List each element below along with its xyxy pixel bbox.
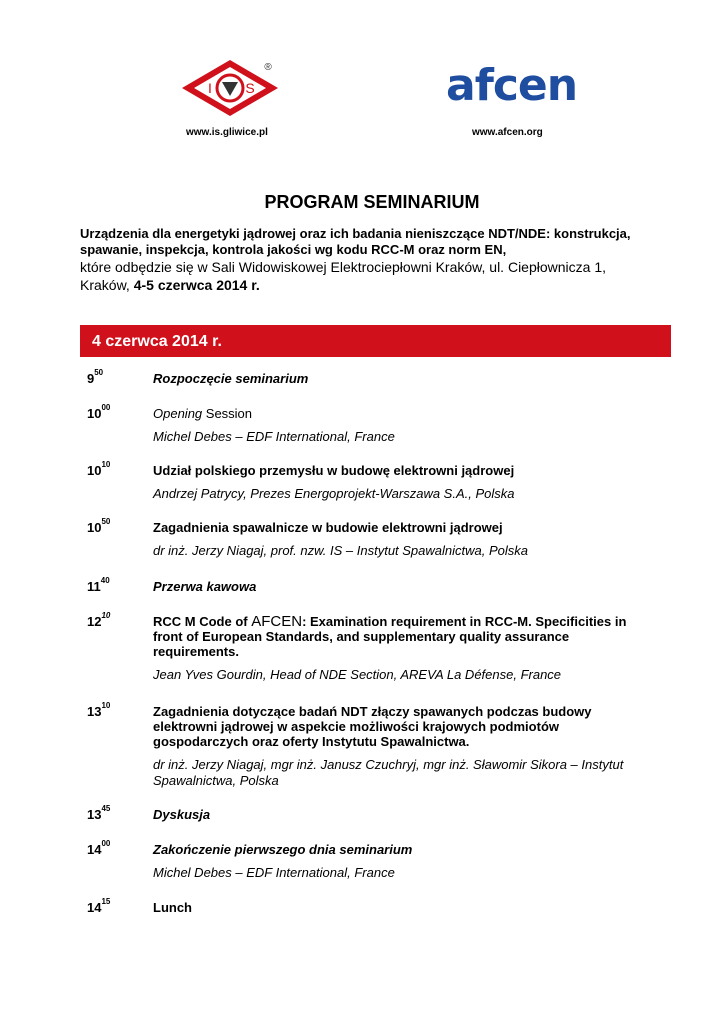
is-logo-letter-s: S [245,80,255,96]
agenda-time: $13^{45}$ [87,804,111,822]
seminar-intro [80,226,680,294]
intro-venue: które odbędzie się w Sali Widowiskowej Elektrociepłowni Kraków, ul. Ciepłownicza 1, [80,259,607,275]
agenda-time: $13^{10}$ [87,701,111,719]
agenda-time: $9^{50}$ [87,368,104,386]
agenda-topic: Lunch [153,900,192,915]
day-banner: 4 czerwca 2014 r. [80,325,671,357]
agenda-time: $10^{00}$ [87,403,111,421]
agenda-topic: Rozpoczęcie seminarium [153,371,309,386]
agenda-topic: Zakończenie pierwszego dnia seminarium [153,842,413,857]
agenda-time: $14^{00}$ [87,839,111,857]
agenda-time: $10^{50}$ [87,517,111,535]
agenda-time: $11^{40}$ [87,576,110,594]
intro-city: Kraków, [80,277,134,293]
agenda-speaker: Michel Debes – EDF International, France [153,865,395,880]
afcen-website-link[interactable]: www.afcen.org [472,127,543,138]
registered-mark: ® [264,62,272,73]
agenda-topic: Dyskusja [153,807,211,822]
agenda-topic: RCC M Code of AFCEN: Examination requirement in RCC-M. Specificities in front of European Standards, and supplementary quality assurance requirements. [153,613,627,659]
page-title: PROGRAM SEMINARIUM [264,192,480,212]
agenda-speaker: Michel Debes – EDF International, France [153,429,395,444]
is-website-link[interactable]: www.is.gliwice.pl [186,127,268,138]
agenda-speaker: Jean Yves Gourdin, Head of NDE Section, AREVA La Défense, France [153,667,562,682]
intro-date-line [80,276,680,294]
afcen-logo: afcen [446,60,578,111]
agenda-speaker: dr inż. Jerzy Niagaj, prof. nzw. IS – Instytut Spawalnictwa, Polska [153,543,528,558]
agenda-time: $10^{10}$ [87,460,111,478]
intro-dates: 4-5 czerwca 2014 r. [133,277,260,293]
agenda-topic: Udział polskiego przemysłu w budowę elektrowni jądrowej [153,463,515,478]
agenda-speaker: Andrzej Patrycy, Prezes Energoprojekt-Warszawa S.A., Polska [153,486,515,501]
is-logo-icon [180,58,280,118]
agenda-topic: Zagadnienia dotyczące badań NDT złączy spawanych podczas budowy elektrowni jądrowej w aspekcie możliwości krajowych podmiotów gospodarczych oraz oferty Instytutu Spawalnictwa. [153,704,592,749]
agenda-speaker: dr inż. Jerzy Niagaj, mgr inż. Janusz Czuchryj, mgr inż. Sławomir Sikora – Instytut Spawalnictwa, Polska [153,757,624,788]
agenda-time: $14^{15}$ [87,897,111,915]
agenda-time: $12^{10}$ [87,611,111,629]
intro-subject: Urządzenia dla energetyki jądrowej oraz ich badania nieniszczące NDT/NDE: konstrukcja, spawanie, inspekcja, kontrola jakości wg kodu RCC-M oraz norm EN, [80,226,631,257]
agenda-topic: Opening Session [153,406,253,421]
is-logo-letter-i: I [208,80,212,96]
agenda-topic: Przerwa kawowa [153,579,257,594]
agenda-topic: Zagadnienia spawalnicze w budowie elektrowni jądrowej [153,520,503,535]
